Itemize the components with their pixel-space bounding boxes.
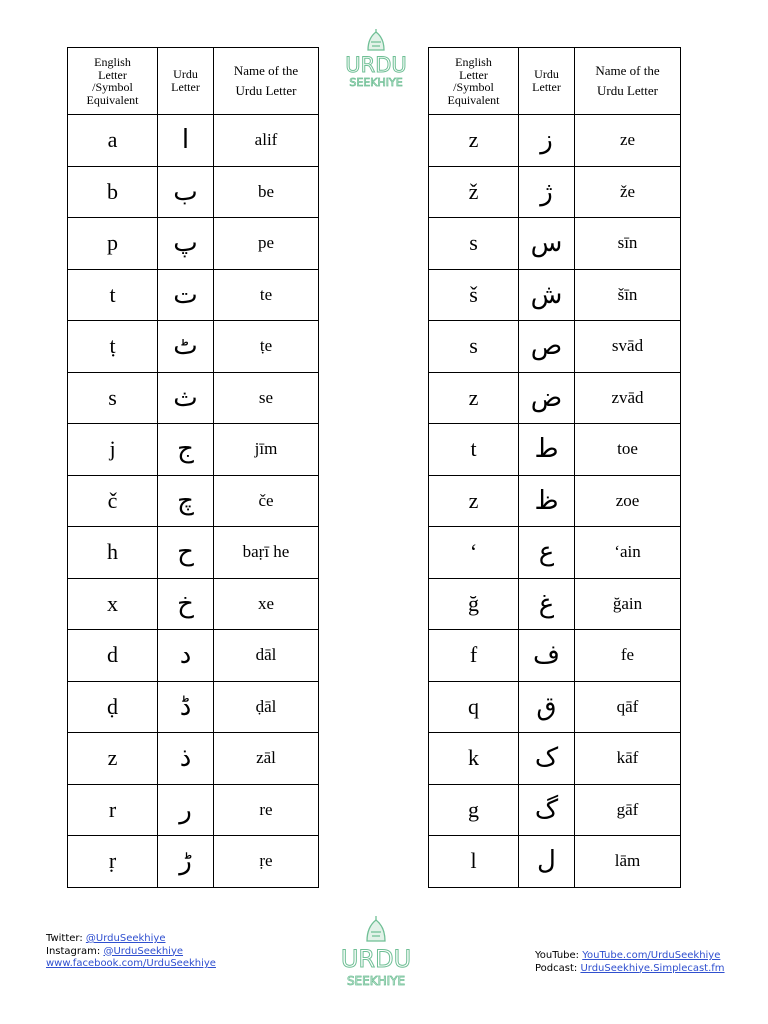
youtube-label: YouTube: — [535, 950, 580, 961]
table-header-row — [68, 48, 319, 115]
podcast-link[interactable]: UrduSeekhiye.Simplecast.fm — [580, 962, 725, 974]
table-header-row — [429, 48, 681, 115]
header-name: Name of the Urdu Letter — [575, 48, 681, 115]
table-body-right — [429, 115, 681, 888]
english-letter-cell: ḍ — [68, 681, 158, 733]
english-letter-cell: k — [429, 733, 519, 785]
table-row — [68, 115, 319, 167]
table-row — [68, 424, 319, 476]
urdu-letter-cell: ج — [158, 424, 214, 476]
urdu-letter-cell: ت — [158, 269, 214, 321]
table-row — [429, 424, 681, 476]
letter-name-cell: baṛī he — [214, 527, 319, 579]
letter-name-cell: jīm — [214, 424, 319, 476]
letter-name-cell: ḍāl — [214, 681, 319, 733]
letter-name-cell: re — [214, 784, 319, 836]
table-row — [429, 630, 681, 682]
urdu-letter-cell: ع — [519, 527, 575, 579]
english-letter-cell: z — [429, 475, 519, 527]
table-row — [68, 321, 319, 373]
twitter-label: Twitter: — [46, 933, 83, 944]
english-letter-cell: f — [429, 630, 519, 682]
english-letter-cell: s — [429, 321, 519, 373]
table-row — [68, 527, 319, 579]
logo-line2: SEEKHIYE — [349, 76, 403, 89]
urdu-letter-cell: غ — [519, 578, 575, 630]
podcast-line — [535, 963, 725, 976]
table-row — [429, 475, 681, 527]
urdu-letter-cell: ذ — [158, 733, 214, 785]
english-letter-cell: z — [429, 372, 519, 424]
youtube-line — [535, 950, 725, 963]
table-body-left — [68, 115, 319, 888]
urdu-letter-cell: س — [519, 218, 575, 270]
table-row — [68, 836, 319, 888]
urdu-letter-cell: ش — [519, 269, 575, 321]
english-letter-cell: š — [429, 269, 519, 321]
english-letter-cell: h — [68, 527, 158, 579]
twitter-link[interactable]: @UrduSeekhiye — [85, 933, 166, 944]
table-row — [68, 475, 319, 527]
header-urdu: Urdu Letter — [158, 48, 214, 115]
urdu-letter-cell: ا — [158, 115, 214, 167]
youtube-link[interactable]: YouTube.com/UrduSeekhiye — [582, 950, 721, 961]
table-row — [68, 630, 319, 682]
header-name: Name of the Urdu Letter — [214, 48, 319, 115]
english-letter-cell: l — [429, 836, 519, 888]
letter-name-cell: šīn — [575, 269, 681, 321]
english-letter-cell: ṛ — [68, 836, 158, 888]
letter-name-cell: zāl — [214, 733, 319, 785]
english-letter-cell: s — [429, 218, 519, 270]
urdu-letter-cell: ڈ — [158, 681, 214, 733]
letter-name-cell: qāf — [575, 681, 681, 733]
letter-name-cell: gāf — [575, 784, 681, 836]
english-letter-cell: a — [68, 115, 158, 167]
table-row — [68, 681, 319, 733]
english-letter-cell: ğ — [429, 578, 519, 630]
english-letter-cell: ž — [429, 166, 519, 218]
english-letter-cell: g — [429, 784, 519, 836]
social-links-right — [535, 950, 725, 975]
letter-name-cell: xe — [214, 578, 319, 630]
urdu-letter-cell: د — [158, 630, 214, 682]
english-letter-cell: z — [68, 733, 158, 785]
letter-name-cell: že — [575, 166, 681, 218]
header-english: English Letter /Symbol Equivalent — [429, 48, 519, 115]
urdu-seekhiye-logo-bottom — [334, 915, 418, 991]
english-letter-cell: d — [68, 630, 158, 682]
letter-name-cell: ‘ain — [575, 527, 681, 579]
english-letter-cell: t — [429, 424, 519, 476]
table-row — [68, 784, 319, 836]
urdu-letter-cell: ض — [519, 372, 575, 424]
urdu-letter-cell: ژ — [519, 166, 575, 218]
urdu-letter-cell: ز — [519, 115, 575, 167]
table-row — [429, 681, 681, 733]
english-letter-cell: č — [68, 475, 158, 527]
urdu-letter-cell: پ — [158, 218, 214, 270]
urdu-seekhiye-logo-top — [334, 28, 418, 90]
english-letter-cell: ṭ — [68, 321, 158, 373]
table-row — [429, 733, 681, 785]
letter-name-cell: kāf — [575, 733, 681, 785]
table-row — [429, 115, 681, 167]
instagram-label: Instagram: — [46, 945, 101, 957]
letter-name-cell: če — [214, 475, 319, 527]
urdu-letter-cell: چ — [158, 475, 214, 527]
urdu-letter-cell: ق — [519, 681, 575, 733]
letter-name-cell: fe — [575, 630, 681, 682]
urdu-letter-cell: ل — [519, 836, 575, 888]
logo-graphic — [334, 28, 418, 90]
urdu-letter-cell: ص — [519, 321, 575, 373]
table-row — [429, 836, 681, 888]
english-letter-cell: q — [429, 681, 519, 733]
twitter-line — [46, 933, 216, 946]
urdu-letter-cell: ڑ — [158, 836, 214, 888]
social-links-left — [46, 933, 216, 971]
letter-name-cell: ṭe — [214, 321, 319, 373]
logo-line2: SEEKHIYE — [346, 974, 406, 988]
urdu-letter-cell: گ — [519, 784, 575, 836]
urdu-letter-cell: ح — [158, 527, 214, 579]
header-english: English Letter /Symbol Equivalent — [68, 48, 158, 115]
urdu-letter-cell: ظ — [519, 475, 575, 527]
table-row — [68, 733, 319, 785]
table-row — [68, 578, 319, 630]
facebook-line — [46, 958, 216, 971]
letters-table-right — [428, 47, 681, 888]
letter-name-cell: pe — [214, 218, 319, 270]
letter-name-cell: zvād — [575, 372, 681, 424]
letter-name-cell: be — [214, 166, 319, 218]
table-row — [429, 527, 681, 579]
english-letter-cell: j — [68, 424, 158, 476]
table-row — [429, 784, 681, 836]
english-letter-cell: ‘ — [429, 527, 519, 579]
letter-name-cell: dāl — [214, 630, 319, 682]
english-letter-cell: x — [68, 578, 158, 630]
table-row — [68, 166, 319, 218]
letter-name-cell: alif — [214, 115, 319, 167]
logo-line1: URDU — [345, 53, 407, 77]
urdu-letter-cell: ک — [519, 733, 575, 785]
table-row — [429, 166, 681, 218]
logo-line1: URDU — [340, 945, 412, 973]
urdu-letter-cell: ف — [519, 630, 575, 682]
letter-name-cell: te — [214, 269, 319, 321]
podcast-label: Podcast: — [535, 962, 578, 974]
instagram-link[interactable]: @UrduSeekhiye — [103, 945, 184, 957]
letter-name-cell: se — [214, 372, 319, 424]
letter-name-cell: zoe — [575, 475, 681, 527]
table-row — [429, 578, 681, 630]
urdu-letter-cell: ب — [158, 166, 214, 218]
instagram-line — [46, 946, 216, 959]
header-urdu: Urdu Letter — [519, 48, 575, 115]
table-row — [68, 218, 319, 270]
letter-name-cell: lām — [575, 836, 681, 888]
letter-name-cell: svād — [575, 321, 681, 373]
english-letter-cell: s — [68, 372, 158, 424]
urdu-letter-cell: ط — [519, 424, 575, 476]
letter-name-cell: ṛe — [214, 836, 319, 888]
table-row — [429, 321, 681, 373]
facebook-link[interactable]: www.facebook.com/UrduSeekhiye — [46, 958, 216, 969]
table-row — [429, 372, 681, 424]
table-row — [429, 269, 681, 321]
urdu-letter-cell: ث — [158, 372, 214, 424]
letter-name-cell: toe — [575, 424, 681, 476]
table-row — [68, 269, 319, 321]
table-row — [68, 372, 319, 424]
english-letter-cell: p — [68, 218, 158, 270]
table-row — [429, 218, 681, 270]
letters-table-left — [67, 47, 319, 888]
urdu-letter-cell: خ — [158, 578, 214, 630]
letter-name-cell: ğain — [575, 578, 681, 630]
english-letter-cell: t — [68, 269, 158, 321]
logo-graphic — [334, 915, 418, 991]
letter-name-cell: ze — [575, 115, 681, 167]
urdu-letter-cell: ر — [158, 784, 214, 836]
english-letter-cell: z — [429, 115, 519, 167]
english-letter-cell: r — [68, 784, 158, 836]
english-letter-cell: b — [68, 166, 158, 218]
urdu-letter-cell: ٹ — [158, 321, 214, 373]
letter-name-cell: sīn — [575, 218, 681, 270]
